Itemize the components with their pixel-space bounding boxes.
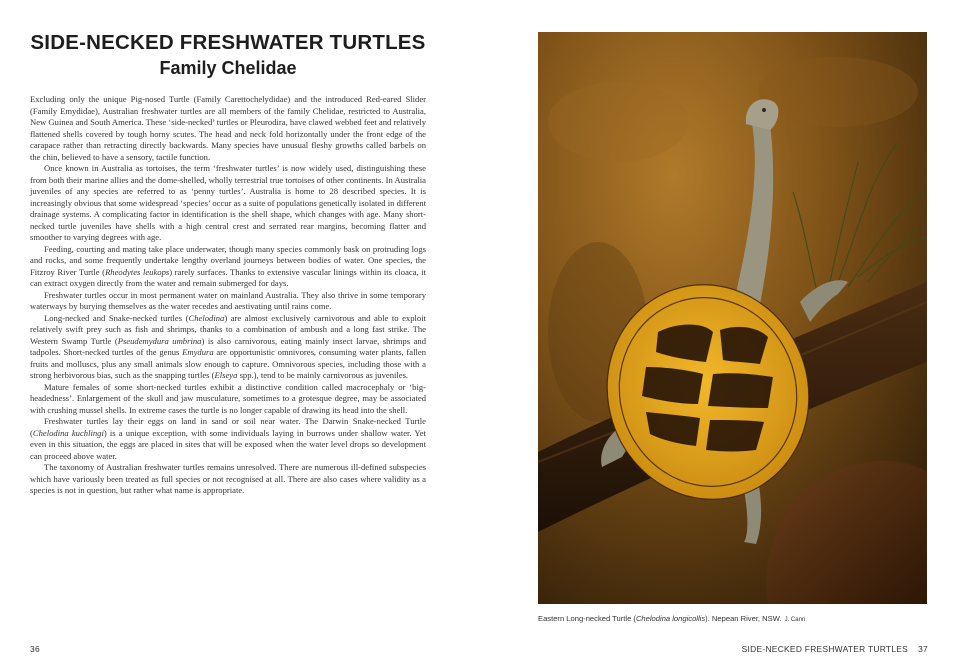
turtle-illustration [538,32,927,604]
caption-text: Eastern Long-necked Turtle ( [538,614,636,623]
text-run: Feeding, courting and mating take place underwater, though many species commonly bask on protruding logs and rocks, and some frequently undertake lengthy overland journeys between bodies of water. One species, the Fitzroy River Turtle ( [30,243,426,277]
text-run: The taxonomy of Australian freshwater turtles remains unresolved. There are numerous ill-defined subspecies which have variously been treated as full species or not recognised at all. There are also cases where validity as a species is not in question, but rather what name is appropriate. [30,462,426,495]
body-paragraph [30,244,426,290]
italic-species-name: Elseya [214,370,238,380]
text-run: ) rarely surfaces. Thanks to extensive vascular linings within its cloaca, it can extract oxygen directly from the water and remain submerged for days. [30,266,427,288]
italic-species-name: Chelodina kuchlingi [32,427,104,438]
body-text [30,94,426,497]
body-paragraph [30,382,426,417]
text-run: ) is a unique exception, with some individuals laying in burrows under shallow water. Yet even in this situation, the eggs are placed in sites that will be exposed when the water level drops so development can proceed above water. [30,427,426,461]
text-run: spp.), tend to be mainly carnivorous as juveniles. [237,370,409,380]
text-run: Mature females of some short-necked turtles exhibit a distinctive condition called macrocephaly or ‘big-headedness’. Enlargement of the skull and jaw musculature, sometimes to a grotesque degree, may be associated with crushing mussel shells. In extreme cases the turtle is no longer capable of drawing its head into the shell. [30,381,426,415]
text-run: are opportunistic omnivores, consuming water plants, fallen fruits and molluscs, plus any small animals slow enough to capture. Omnivorous species, including those with a strong herbivorous bias, such as the snapping turtles ( [30,347,426,380]
turtle-photo [538,32,927,604]
text-run: Excluding only the unique Pig-nosed Turtle (Family Carettochelydidae) and the introduced Red-eared Slider (Family Emydidae), Australian freshwater turtles are all members of the family Chelidae, restricted to Australia, New Guinea and South America. These ‘side-necked’ turtles or Pleurodira, have clawed webbed feet and relatively flattened shells covered by tough horny scutes. The head and neck fold horizontally under the front edge of the carapace rather than retracting directly backwards. Many species have unusual fleshy growths called barbels on the chin, believed to have a sensory, tactile function. [30,94,426,162]
text-run: Once known in Australia as tortoises, the term ‘freshwater turtles’ is now widely used, distinguishing these from both their marine allies and the dome-shelled, wholly terrestrial true tortoises of other continents. In Australia juveniles of any species are referred to as ‘penny turtles’. Australia is home to 28 described species. It is increasingly obvious that some widespread ‘species’ occur as a suite of populations genetically isolated in different drainage systems. A complicating factor in identification is the shell shape, which changes with age. Many short-necked turtle juveniles have shells with a high central crest and serrated rear margins, becoming flatter and smoother to varying degrees with age. [30,163,426,242]
running-footer-right [742,644,928,654]
body-paragraph [30,94,426,163]
left-page [30,30,426,497]
italic-species-name: Pseudemydura umbrina [117,335,202,346]
text-run: Long-necked and Snake-necked turtles ( [44,312,189,323]
photo-caption [538,614,927,623]
photo-credit: J. Cann [784,617,806,623]
caption-tail: ). Nepean River, NSW. [705,614,782,623]
page-title: SIDE-NECKED FRESHWATER TURTLES [30,31,426,54]
page-number-left: 36 [30,644,40,654]
text-run: Freshwater turtles occur in most permanent water on mainland Australia. They also thrive in some temporary waterways by burying themselves as the water recedes and aestivating until rains come. [30,289,426,311]
body-paragraph [30,462,426,497]
body-paragraph [30,416,426,462]
italic-species-name: Emydura [182,347,214,357]
running-head: SIDE-NECKED FRESHWATER TURTLES [741,644,909,654]
text-run: ) is also carnivorous, eating mainly insect larvae, shrimps and tadpoles. Short-necked turtles of the genus [30,335,426,357]
text-run: Freshwater turtles lay their eggs on land in sand or soil near water. The Darwin Snake-necked Turtle ( [30,416,426,438]
page-number-right: 37 [918,644,928,654]
body-paragraph [30,290,426,313]
body-paragraph [30,163,426,244]
italic-species-name: Rheodytes leukops [105,266,170,277]
italic-species-name: Chelodina [188,312,225,323]
caption-species: Chelodina longicollis [635,614,706,623]
body-paragraph [30,313,426,382]
text-run: ) are almost exclusively carnivorous and able to exploit relatively swift prey such as fish and shrimps, thanks to a combination of ambush and a long fast strike. The Western Swamp Turtle ( [30,312,426,346]
page-subtitle: Family Chelidae [159,58,297,78]
